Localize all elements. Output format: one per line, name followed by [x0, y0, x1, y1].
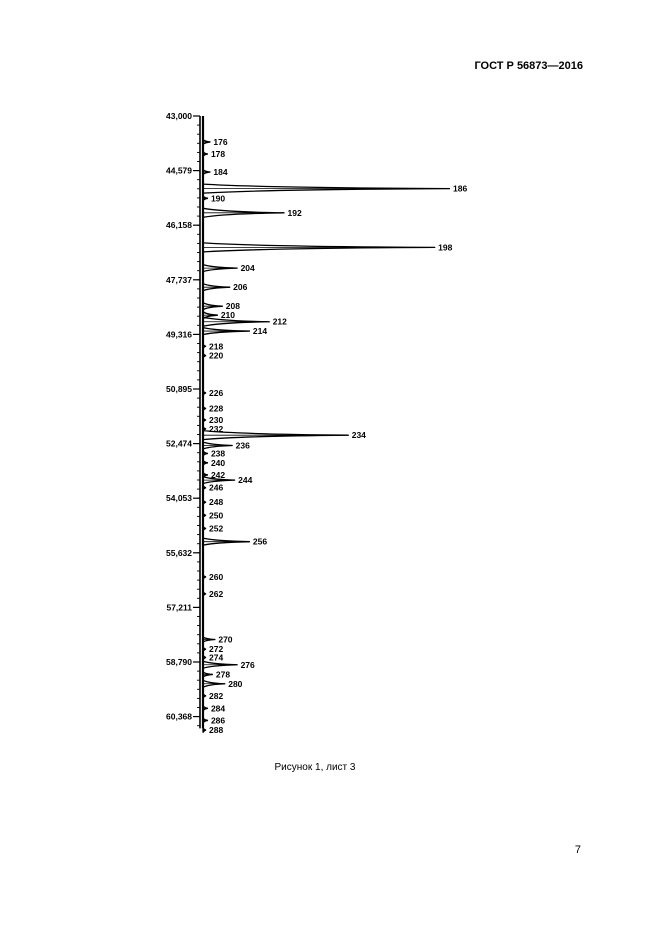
peak-label-206: 206 — [233, 282, 248, 293]
y-tick-label: 50,895 — [166, 384, 192, 394]
peak-label-184: 184 — [213, 167, 228, 178]
y-tick-label: 47,737 — [166, 274, 192, 285]
document-standard-header: ГОСТ Р 56873—2016 — [474, 60, 583, 72]
peak-label-280: 280 — [228, 678, 243, 689]
peak-label-260: 260 — [209, 571, 224, 582]
peak-label-190: 190 — [210, 193, 226, 204]
peak-label-228: 228 — [209, 403, 224, 414]
peak-label-234: 234 — [351, 430, 366, 441]
peak-label-192: 192 — [287, 207, 302, 218]
peak-label-176: 176 — [213, 136, 228, 147]
y-tick-label: 46,158 — [166, 220, 192, 231]
peak-label-274: 274 — [209, 652, 224, 663]
spectrum-trace — [203, 116, 453, 736]
peak-label-252: 252 — [209, 523, 224, 534]
peak-label-286: 286 — [210, 715, 226, 726]
y-tick-label: 52,474 — [166, 438, 192, 449]
y-tick-label: 57,211 — [166, 602, 192, 613]
y-tick-label: 58,790 — [166, 657, 192, 667]
y-tick-label: 49,316 — [166, 329, 192, 340]
peak-label-236: 236 — [235, 440, 250, 451]
y-tick-label: 54,053 — [166, 493, 192, 504]
peak-label-250: 250 — [209, 510, 224, 521]
peak-label-284: 284 — [210, 703, 226, 714]
y-tick-label: 55,632 — [166, 547, 192, 558]
peak-label-256: 256 — [252, 536, 268, 547]
spectrum-peaks — [203, 116, 453, 736]
peak-label-270: 270 — [218, 634, 233, 645]
peak-label-244: 244 — [238, 475, 253, 486]
page-number: 7 — [574, 844, 581, 856]
peak-label-272: 272 — [209, 644, 224, 655]
peak-label-208: 208 — [225, 301, 240, 312]
peak-label-242: 242 — [210, 469, 226, 480]
peak-label-282: 282 — [209, 690, 224, 701]
peak-label-210: 210 — [220, 310, 236, 321]
peak-label-232: 232 — [209, 423, 224, 434]
peak-label-226: 226 — [209, 387, 224, 398]
peak-label-230: 230 — [209, 414, 224, 425]
peak-label-212: 212 — [272, 316, 287, 327]
peak-label-204: 204 — [240, 263, 255, 274]
y-axis — [166, 111, 200, 728]
peak-label-218: 218 — [209, 341, 224, 352]
peak-label-178: 178 — [210, 149, 226, 160]
y-tick-label: 44,579 — [166, 165, 192, 176]
peak-label-246: 246 — [209, 482, 224, 493]
y-tick-label: 60,368 — [166, 711, 192, 722]
peak-label-186: 186 — [453, 183, 468, 194]
peak-label-278: 278 — [215, 669, 231, 680]
y-tick-label: 43,000 — [166, 111, 192, 121]
peak-label-288: 288 — [209, 725, 224, 736]
figure-caption: Рисунок 1, лист 3 — [274, 762, 356, 773]
peak-label-276: 276 — [240, 659, 255, 670]
peak-label-240: 240 — [210, 457, 226, 468]
peak-label-214: 214 — [252, 326, 268, 337]
peak-labels — [209, 137, 467, 735]
peak-label-220: 220 — [209, 350, 224, 361]
peak-label-248: 248 — [209, 497, 224, 508]
peak-label-262: 262 — [209, 588, 224, 599]
peak-label-238: 238 — [210, 448, 226, 459]
peak-label-198: 198 — [438, 242, 453, 253]
